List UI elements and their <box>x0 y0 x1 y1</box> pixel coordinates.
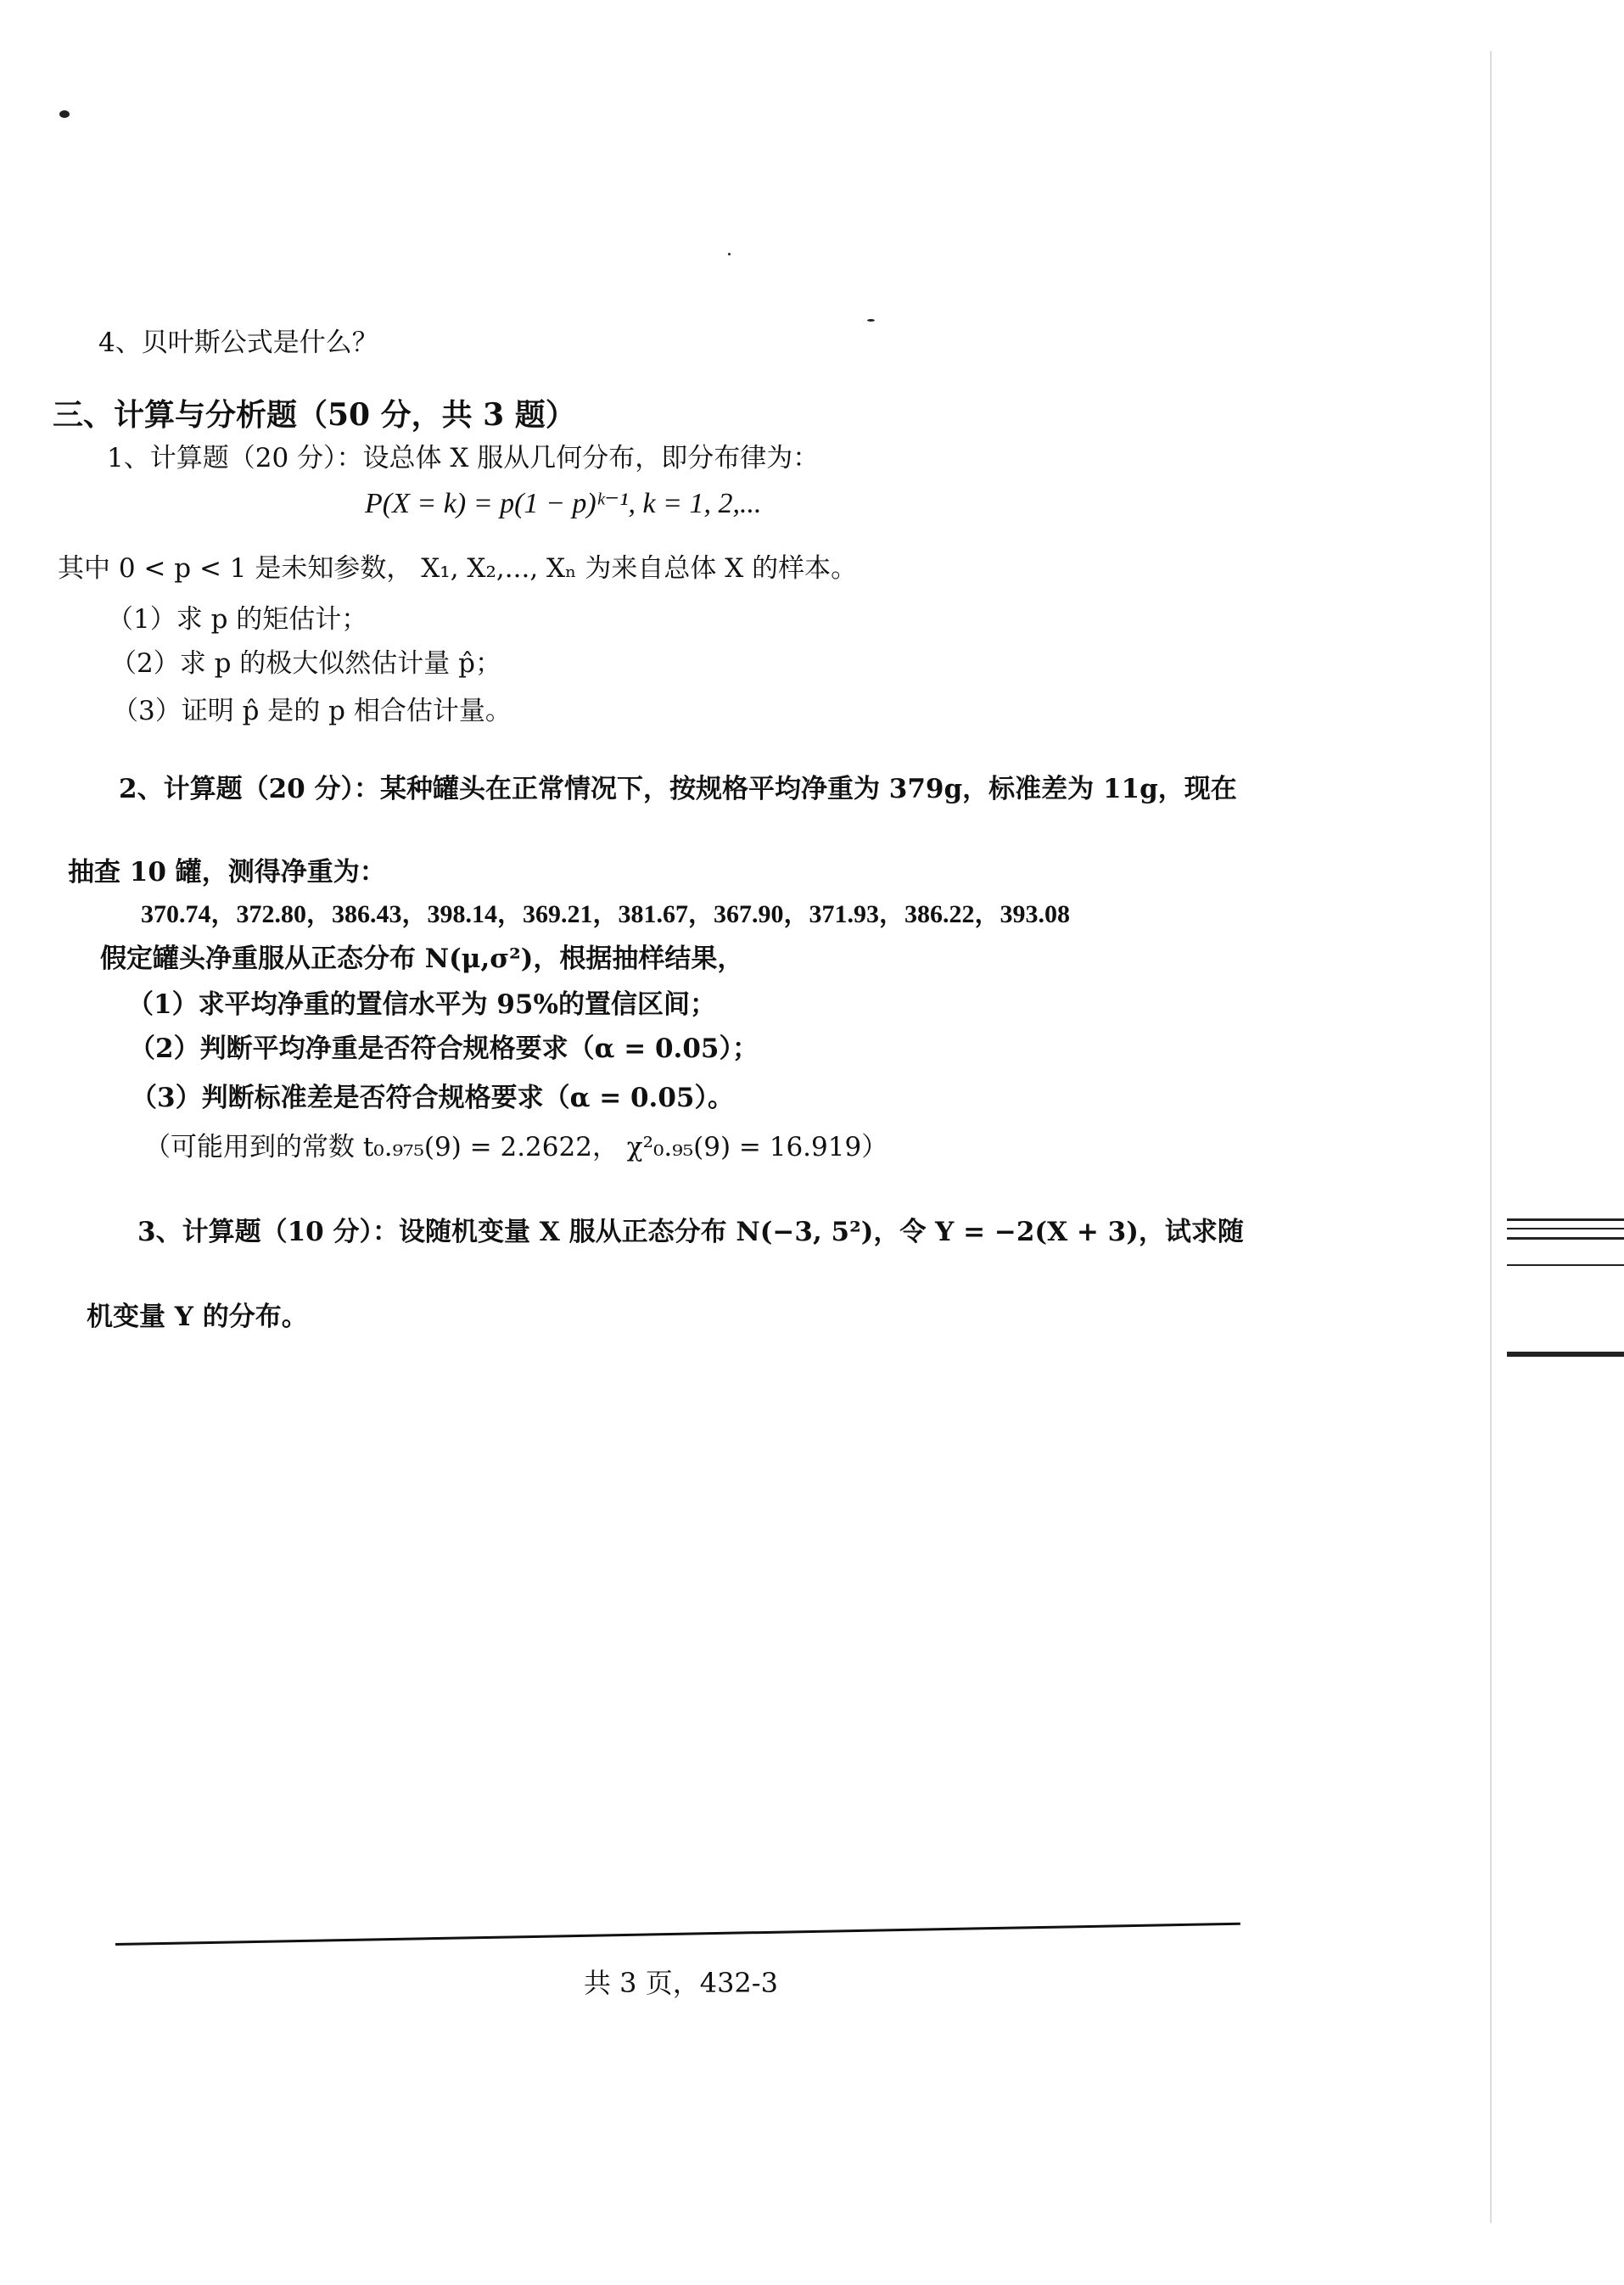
q2-sample-data: 370.74，372.80，386.43，398.14，369.21，381.67，367.90，371.93，386.22，393.08 <box>141 900 1070 928</box>
scan-speck <box>59 110 70 118</box>
q2-intro: 2、计算题（20 分）：某种罐头在正常情况下，按规格平均净重为 379g，标准差为 11g，现在 <box>119 774 1237 804</box>
q1-intro: 1、计算题（20 分）：设总体 X 服从几何分布，即分布律为： <box>107 443 820 473</box>
q2-intro-continued: 抽查 10 罐，测得净重为： <box>68 857 386 888</box>
q1-part-1: （1）求 p 的矩估计； <box>107 604 368 635</box>
q2-part-1: （1）求平均净重的置信水平为 95%的置信区间； <box>127 989 716 1020</box>
q2-constants: （可能用到的常数 t₀.₉₇₅(9) = 2.2622， χ²₀.₉₅(9) = 16.919） <box>144 1132 888 1162</box>
scan-edge-mark <box>1507 1218 1624 1221</box>
q2-part-3: （3）判断标准差是否符合规格要求（α = 0.05）。 <box>131 1083 734 1113</box>
scan-edge-mark <box>1507 1264 1624 1266</box>
q1-parameter-statement: 其中 0 < p < 1 是未知参数， X₁, X₂,..., Xₙ 为来自总体 X 的样本。 <box>58 553 858 584</box>
scan-edge-mark <box>1507 1237 1624 1240</box>
q2-assumption: 假定罐头净重服从正态分布 N(μ,σ²)，根据抽样结果， <box>100 944 744 974</box>
scan-edge-mark <box>1507 1352 1624 1357</box>
scan-edge-shadow <box>1490 51 1492 2223</box>
scan-edge-mark <box>1507 1228 1624 1229</box>
footer-rule <box>115 1923 1240 1946</box>
q3-text-continued: 机变量 Y 的分布。 <box>87 1302 308 1332</box>
q2-part-2: （2）判断平均净重是否符合规格要求（α = 0.05）； <box>129 1033 759 1064</box>
scan-speck <box>728 253 731 255</box>
q1-distribution-formula: P(X = k) = p(1 − p)ᵏ⁻¹, k = 1, 2,... <box>365 488 762 519</box>
section-heading: 三、计算与分析题（50 分，共 3 题） <box>53 397 576 433</box>
q1-part-2: （2）求 p 的极大似然估计量 p̂； <box>110 648 501 679</box>
scan-speck <box>867 319 875 322</box>
q3-text: 3、计算题（10 分）：设随机变量 X 服从正态分布 N(−3, 5²)，令 Y = −2(X + 3)，试求随 <box>137 1217 1244 1247</box>
page-footer: 共 3 页，432-3 <box>584 1967 778 1999</box>
question-4: 4、贝叶斯公式是什么？ <box>98 328 378 358</box>
q1-part-3: （3）证明 p̂ 是的 p 相合估计量。 <box>112 696 512 726</box>
